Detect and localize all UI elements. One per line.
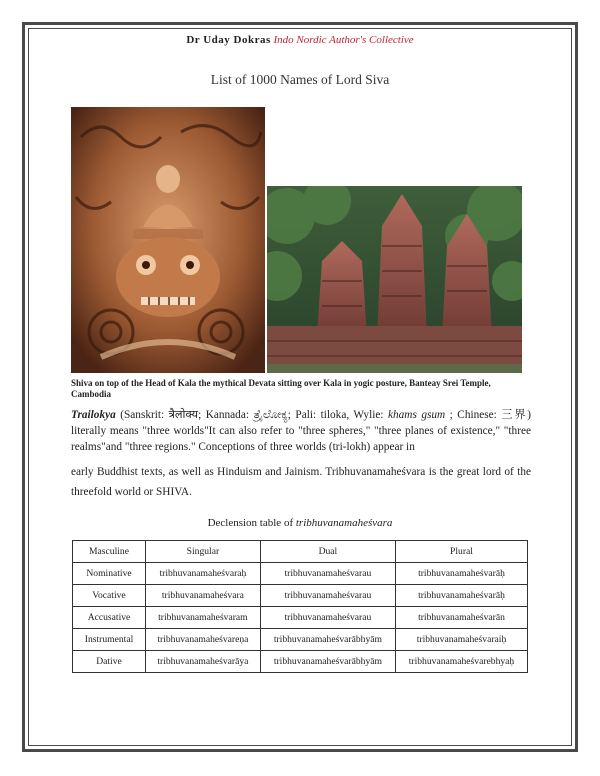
- declension-table-title: [0, 517, 600, 529]
- header-dual: Dual: [260, 541, 395, 563]
- header-plural: Plural: [395, 541, 527, 563]
- table-cell: tribhuvanamaheśvaraiḥ: [395, 629, 527, 651]
- collective-name: Indo Nordic Author's Collective: [273, 34, 414, 46]
- paragraph-tribhuvana: early Buddhist texts, as well as Hinduism and Jainism. Tribhuvanamaheśvara is the great lord of the threefold world or SHIVA.: [71, 466, 531, 498]
- table-row: [73, 607, 528, 629]
- table-row: [73, 563, 528, 585]
- case-nominative: Nominative: [73, 563, 146, 585]
- table-cell: tribhuvanamaheśvarau: [260, 563, 395, 585]
- paragraph-text-2: ; Chinese: 三界) literally means "three worlds"It can also refer to "three spheres," "three planes of existence," "three realms"and "three regions." Conceptions of three worlds (tri-lokh) appear in: [71, 409, 531, 453]
- table-cell: tribhuvanamaheśvara: [146, 585, 261, 607]
- table-cell: tribhuvanamaheśvareṇa: [146, 629, 261, 651]
- case-dative: Dative: [73, 651, 146, 673]
- table-cell: tribhuvanamaheśvarāya: [146, 651, 261, 673]
- table-cell: tribhuvanamaheśvarābhyām: [260, 651, 395, 673]
- table-header-row: [73, 541, 528, 563]
- wylie-term: khams gsum: [387, 409, 446, 421]
- table-cell: tribhuvanamaheśvarāḥ: [395, 563, 527, 585]
- declension-table: [72, 540, 528, 673]
- table-cell: tribhuvanamaheśvarebhyaḥ: [395, 651, 527, 673]
- table-title-prefix: Declension table of: [207, 517, 296, 529]
- table-cell: tribhuvanamaheśvaram: [146, 607, 261, 629]
- table-row: [73, 651, 528, 673]
- case-instrumental: Instrumental: [73, 629, 146, 651]
- term-trailokya: Trailokya: [71, 409, 116, 421]
- header-singular: Singular: [146, 541, 261, 563]
- image-caption: Shiva on top of the Head of Kala the mythical Devata sitting over Kala in yogic posture, Banteay Srei Temple, Cambodia: [71, 378, 491, 399]
- paragraph-text-1: (Sanskrit: त्रैलोक्य; Kannada: ತ್ರೈಲೋಕ್ಯ; Pali: tiloka, Wylie:: [115, 409, 388, 421]
- table-cell: tribhuvanamaheśvarābhyām: [260, 629, 395, 651]
- table-cell: tribhuvanamaheśvaraḥ: [146, 563, 261, 585]
- table-title-word: tribhuvanamaheśvara: [295, 517, 393, 529]
- page-header: [0, 34, 600, 46]
- case-vocative: Vocative: [73, 585, 146, 607]
- page-title: List of 1000 Names of Lord Siva: [210, 72, 390, 87]
- table-cell: tribhuvanamaheśvarāḥ: [395, 585, 527, 607]
- header-masculine: Masculine: [73, 541, 146, 563]
- table-cell: tribhuvanamaheśvarau: [260, 585, 395, 607]
- table-cell: tribhuvanamaheśvarān: [395, 607, 527, 629]
- table-row: [73, 629, 528, 651]
- banteay-srei-temple-photo: [267, 186, 522, 373]
- table-cell: tribhuvanamaheśvarau: [260, 607, 395, 629]
- table-row: [73, 585, 528, 607]
- kala-relief-photo: [71, 107, 265, 373]
- case-accusative: Accusative: [73, 607, 146, 629]
- paragraph-trailokya: [71, 407, 531, 455]
- author-name: Dr Uday Dokras: [186, 34, 271, 46]
